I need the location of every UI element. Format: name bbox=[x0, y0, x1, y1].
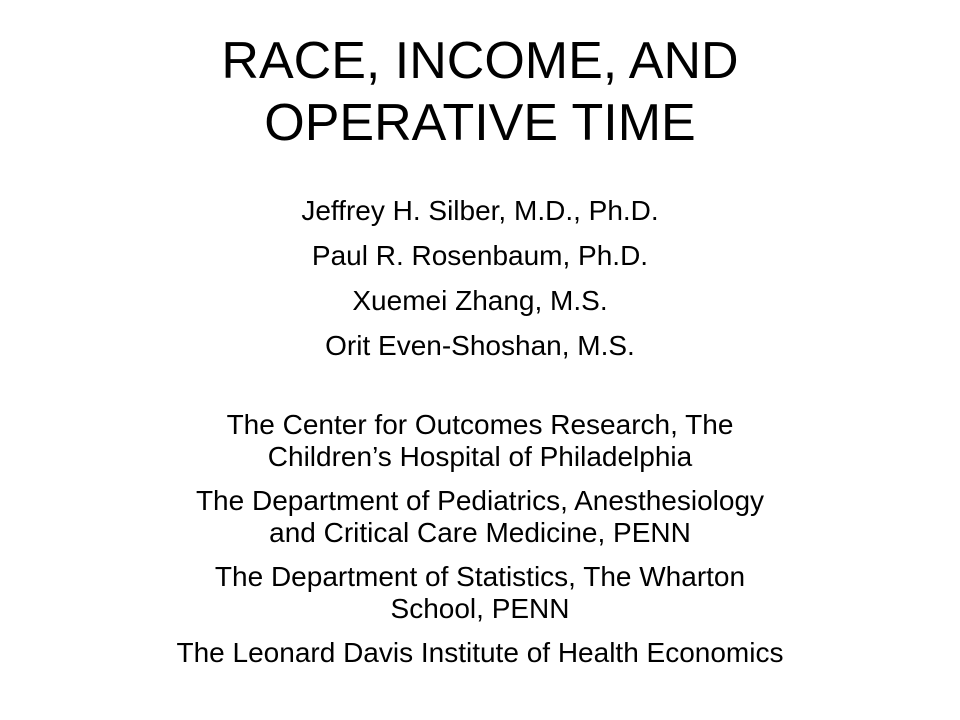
affiliation-line: The Leonard Davis Institute of Health Economics bbox=[176, 637, 784, 668]
affiliation-line: School, PENN bbox=[390, 593, 570, 624]
author-item: Jeffrey H. Silber, M.D., Ph.D. bbox=[301, 195, 659, 226]
slide-title bbox=[60, 30, 900, 154]
author-item: Xuemei Zhang, M.S. bbox=[352, 285, 608, 316]
affiliation-line: The Department of Pediatrics, Anesthesiology bbox=[195, 485, 765, 516]
affiliation-item bbox=[40, 409, 920, 473]
author-list bbox=[60, 188, 900, 368]
affiliation-line: The Center for Outcomes Research, The bbox=[226, 409, 734, 440]
affiliation-item bbox=[40, 561, 920, 625]
affiliation-line: Children’s Hospital of Philadelphia bbox=[267, 441, 693, 472]
title-line-2: OPERATIVE TIME bbox=[264, 94, 696, 152]
author-item: Paul R. Rosenbaum, Ph.D. bbox=[311, 240, 649, 271]
affiliation-line: The Department of Statistics, The Wharton bbox=[214, 561, 746, 592]
author-item: Orit Even-Shoshan, M.S. bbox=[325, 330, 635, 361]
affiliation-list bbox=[40, 409, 920, 681]
affiliation-line: and Critical Care Medicine, PENN bbox=[269, 517, 691, 548]
affiliation-item bbox=[40, 637, 920, 669]
affiliation-item bbox=[40, 485, 920, 549]
title-line-1: RACE, INCOME, AND bbox=[221, 32, 739, 90]
